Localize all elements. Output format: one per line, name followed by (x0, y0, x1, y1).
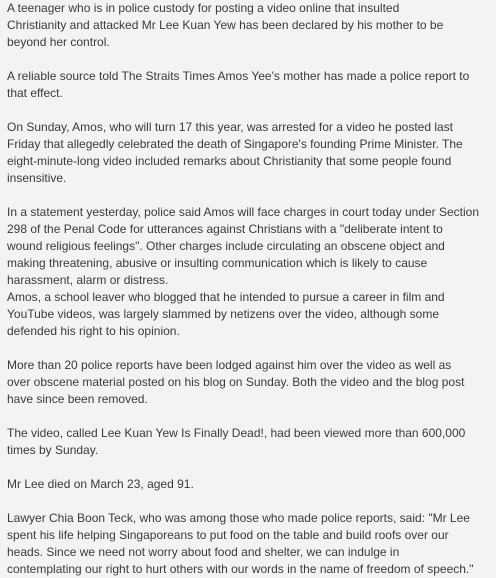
article-paragraph-2: A reliable source told The Straits Times Amos Yee's mother has made a police report to that effect. (7, 69, 470, 100)
article-paragraph-4: In a statement yesterday, police said Amos will face charges in court today under Section 298 of the Penal Code for utterances against Christians with a "deliberate intent to wound religious feelings". Other charges include circulating an obscene object and making threatening, abusive or insulting communication which is likely to cause harassment, alarm or distress. (7, 205, 480, 287)
article-paragraph-8: Mr Lee died on March 23, aged 91. (7, 477, 194, 491)
article-paragraph-6: More than 20 police reports have been lodged against him over the video as well as over obscene material posted on his blog on Sunday. Both the video and the blog post have since been removed. (7, 358, 465, 406)
article-paragraph-5: Amos, a school leaver who blogged that he intended to pursue a career in film and YouTube videos, was largely slammed by netizens over the video, although some defended his right to his opinion. (7, 290, 445, 338)
article-paragraph-1: A teenager who is in police custody for posting a video online that insulted Christianity and attacked Mr Lee Kuan Yew has been declared by his mother to be beyond her control. (7, 1, 444, 49)
article-paragraph-3: On Sunday, Amos, who will turn 17 this year, was arrested for a video he posted last Friday that allegedly celebrated the death of Singapore's founding Prime Minister. The eight-minute-long video included remarks about Christianity that some people found insensitive. (7, 120, 463, 185)
article-paragraph-9: Lawyer Chia Boon Teck, who was among those who made police reports, said: "Mr Lee spent his life helping Singaporeans to put food on the table and build roofs over our heads. Since we need not worry about food and shelter, we can indulge in contemplating our right to hurt others with our words in the name of freedom of speech." (7, 511, 474, 576)
article-paragraph-7: The video, called Lee Kuan Yew Is Finally Dead!, had been viewed more than 600,000 times by Sunday. (7, 426, 466, 457)
